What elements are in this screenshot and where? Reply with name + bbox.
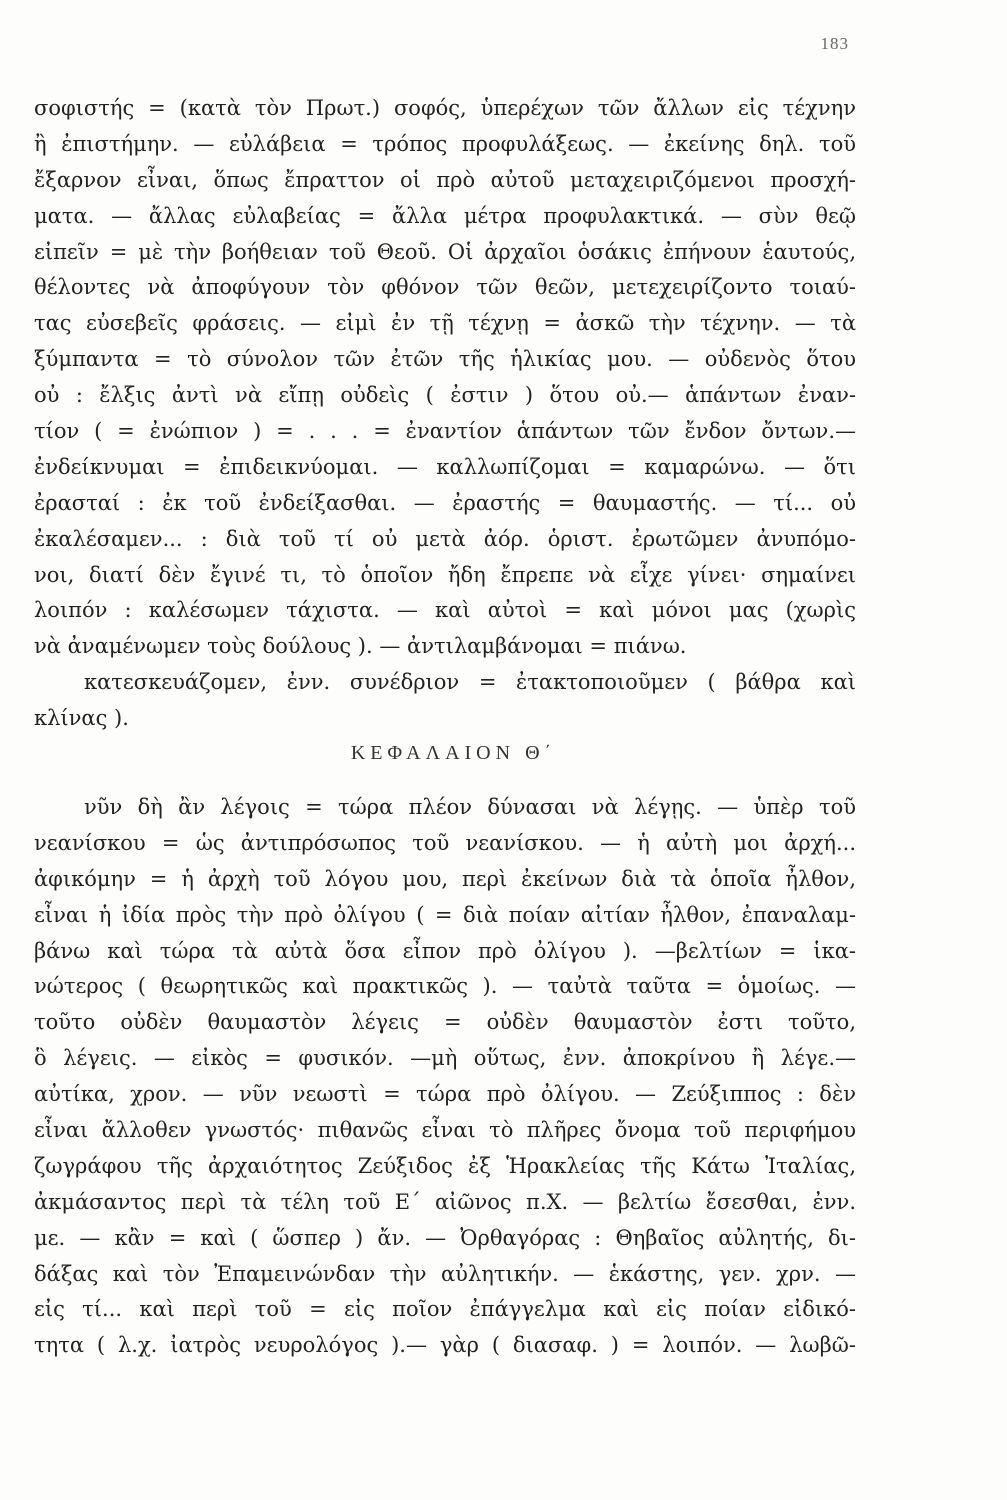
text-line: ἀκμάσαντος περὶ τὰ τέλη τοῦ Ε΄ αἰῶνος π.Χ. — βελτίω ἔσεσθαι, ἐνν. bbox=[34, 1189, 856, 1214]
text-line: λοιπόν : καλέσωμεν τάχιστα. — καὶ αὐτοὶ = καὶ μόνοι μας (χωρὶς bbox=[34, 598, 856, 623]
text-line: ὃ λέγεις. — εἰκὸς = φυσικόν. —μὴ οὕτως, ἐνν. ἀποκρίνου ἢ λέγε.— bbox=[34, 1046, 856, 1071]
text-line: ξύμπαντα = τὸ σύνολον τῶν ἐτῶν τῆς ἡλικίας μου. — οὐδενὸς ὅτου bbox=[34, 347, 856, 372]
commentary-block-2 bbox=[34, 790, 856, 1364]
text-line: νοι, διατί δὲν ἔγινέ τι, τὸ ὁποῖον ἤδη ἔπρεπε νὰ εἶχε γίνει· σημαίνει bbox=[34, 562, 856, 587]
text-line: νώτερος ( θεωρητικῶς καὶ πρακτικῶς ). — ταὐτὰ ταῦτα = ὁμοίως. — bbox=[34, 974, 856, 999]
text-line: ἀφικόμην = ἡ ἀρχὴ τοῦ λόγου μου, περὶ ἐκείνων διὰ τὰ ὁποῖα ἦλθον, bbox=[34, 866, 856, 891]
text-line: σοφιστής = (κατὰ τὸν Πρωτ.) σοφός, ὑπερέχων τῶν ἄλλων εἰς τέχνην bbox=[34, 96, 856, 120]
text-line: ματα. — ἄλλας εὐλαβείας = ἄλλα μέτρα προφυλακτικά. — σὺν θεῷ bbox=[34, 203, 856, 228]
text-line: εἰς τί... καὶ περὶ τοῦ = εἰς ποῖον ἐπάγγελμα καὶ εἰς ποίαν εἰδικό- bbox=[34, 1297, 856, 1322]
text-line: νεανίσκου = ὡς ἀντιπρόσωπος τοῦ νεανίσκου. — ἡ αὐτὴ μοι ἀρχή... bbox=[34, 830, 856, 855]
text-line: ἔξαρνον εἶναι, ὅπως ἔπραττον οἱ πρὸ αὐτοῦ μεταχειριζόμενοι προσχή- bbox=[34, 167, 856, 192]
text-line: τας εὐσεβεῖς φράσεις. — εἰμὶ ἐν τῇ τέχνῃ = ἀσκῶ τὴν τέχνην. — τὰ bbox=[34, 311, 856, 336]
text-line: τοῦτο οὐδὲν θαυμαστὸν λέγεις = οὐδὲν θαυμαστὸν ἐστι τοῦτο, bbox=[34, 1010, 856, 1035]
text-line: οὐ : ἔλξις ἀντὶ νὰ εἴπῃ οὐδεὶς ( ἐστιν ) ὅτου οὐ.— ἁπάντων ἐναν- bbox=[34, 383, 856, 408]
text-line: κατεσκευάζομεν, ἐνν. συνέδριον = ἐτακτοποιοῦμεν ( βάθρα καὶ bbox=[84, 670, 856, 695]
text-line: δάξας καὶ τὸν Ἐπαμεινώνδαν τὴν αὐλητικήν. — ἑκάστης, γεν. χρν. — bbox=[34, 1261, 856, 1286]
text-line: τητα ( λ.χ. ἰατρὸς νευρολόγος ).— γὰρ ( διασαφ. ) = λοιπόν. — λωβῶ- bbox=[34, 1333, 856, 1358]
text-line: εἶναι ἡ ἰδία πρὸς τὴν πρὸ ὀλίγου ( = διὰ ποίαν αἰτίαν ἦλθον, ἐπαναλαμ- bbox=[34, 902, 856, 927]
text-line: ἐκαλέσαμεν... : διὰ τοῦ τί οὐ μετὰ ἀόρ. ὁριστ. ἐρωτῶμεν ἀνυπόμο- bbox=[34, 526, 856, 551]
text-line: με. — κἂν = καὶ ( ὥσπερ ) ἄν. — Ὀρθαγόρας : Θηβαῖος αὐλητής, δι- bbox=[34, 1225, 856, 1250]
text-line: αὐτίκα, χρον. — νῦν νεωστὶ = τώρα πρὸ ὀλίγου. — Ζεύξιππος : δὲν bbox=[34, 1082, 856, 1107]
text-line: ζωγράφου τῆς ἀρχαιότητος Ζεύξιδος ἐξ Ἡρακλείας τῆς Κάτω Ἰταλίας, bbox=[34, 1153, 856, 1178]
text-line: ἐνδείκνυμαι = ἐπιδεικνύομαι. — καλλωπίζομαι = καμαρώνω. — ὅτι bbox=[34, 454, 856, 479]
text-line: τίον ( = ἐνώπιον ) = . . . = ἐναντίον ἁπάντων τῶν ἔνδον ὄντων.— bbox=[34, 419, 856, 444]
text-line: κλίνας ). bbox=[34, 706, 129, 731]
chapter-heading: ΚΕΦΑΛΑΙΟΝ Θ΄ bbox=[350, 742, 557, 764]
text-line: εἰπεῖν = μὲ τὴν βοήθειαν τοῦ Θεοῦ. Οἱ ἀρχαῖοι ὁσάκις ἐπήνουν ἑαυτούς, bbox=[34, 239, 856, 264]
text-line: εἶναι ἄλλοθεν γνωστός· πιθανῶς εἶναι τὸ πλῆρες ὄνομα τοῦ περιφήμου bbox=[34, 1118, 856, 1143]
text-line: νὰ ἀναμένωμεν τοὺς δούλους ). — ἀντιλαμβάνομαι = πιάνω. bbox=[34, 634, 687, 659]
text-line: νῦν δὴ ἂν λέγοις = τώρα πλέον δύνασαι νὰ λέγῃς. — ὑπὲρ τοῦ bbox=[84, 795, 856, 819]
text-line: ἢ ἐπιστήμην. — εὐλάβεια = τρόπος προφυλάξεως. — ἐκείνης δηλ. τοῦ bbox=[34, 131, 856, 156]
text-line: ἐρασταί : ἐκ τοῦ ἐνδείξασθαι. — ἐραστής = θαυμαστής. — τί... οὐ bbox=[34, 490, 856, 515]
text-line: βάνω καὶ τώρα τὰ αὐτὰ ὅσα εἶπον πρὸ ὀλίγου ). —βελτίων = ἱκα- bbox=[34, 938, 856, 963]
text-line: θέλοντες νὰ ἀποφύγουν τὸν φθόνον τῶν θεῶν, μετεχειρίζοντο τοιαύ- bbox=[34, 275, 856, 300]
page-number: 183 bbox=[820, 34, 849, 53]
commentary-block-1 bbox=[34, 91, 856, 737]
